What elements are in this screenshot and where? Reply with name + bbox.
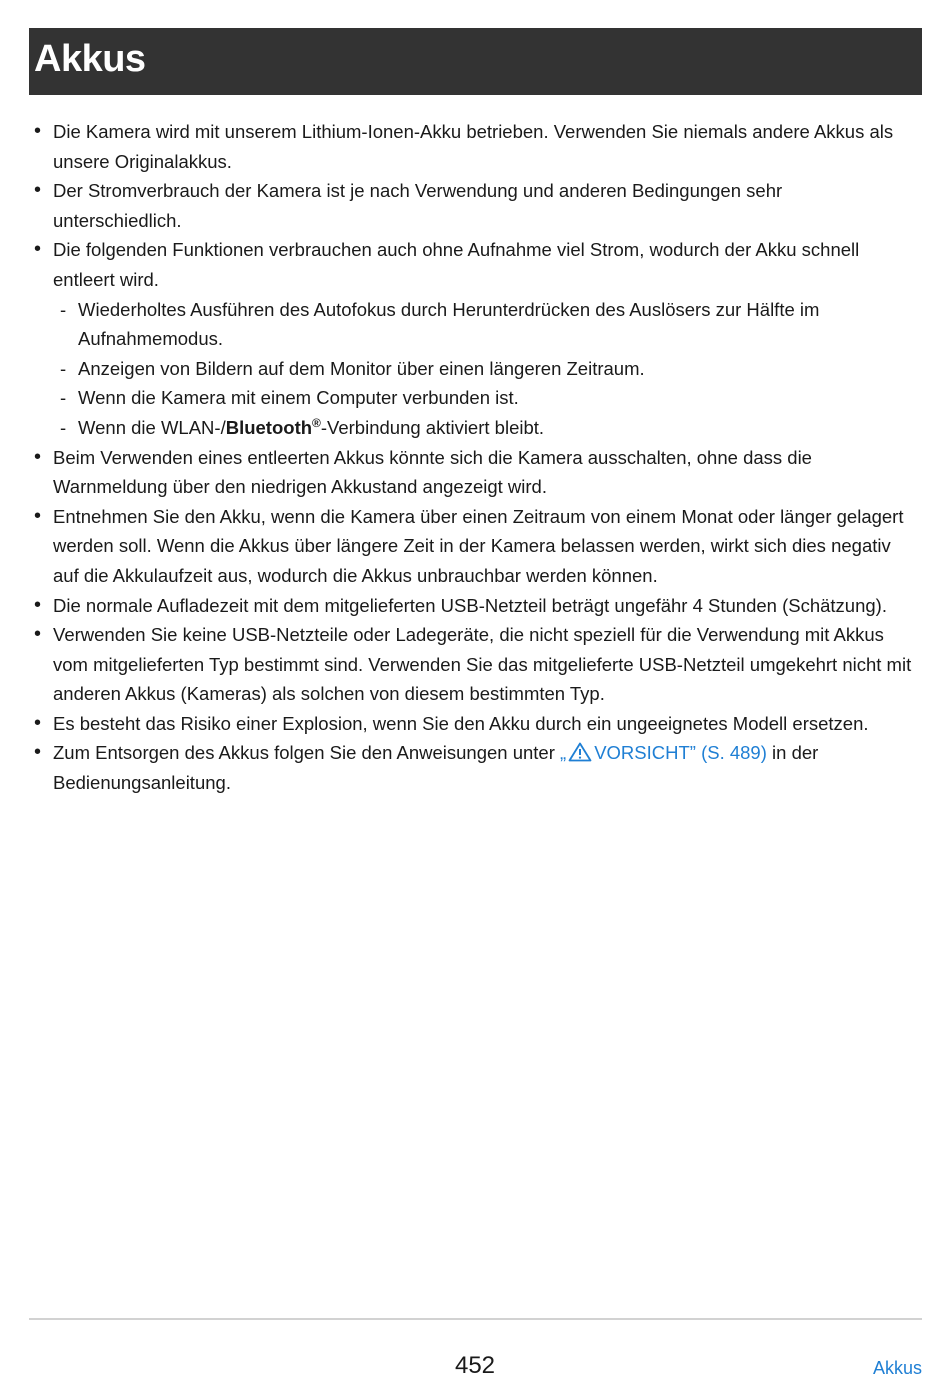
list-item-text: Die Kamera wird mit unserem Lithium-Ionen-Akku betrieben. Verwenden Sie niemals andere Akkus als unsere Originalakkus.: [53, 121, 894, 172]
dash-icon: -: [60, 416, 67, 438]
bullet-icon: •: [34, 711, 42, 734]
bullet-icon: •: [34, 593, 42, 616]
caution-link-text: VORSICHT” (S. 489): [594, 742, 767, 764]
registered-mark: ®: [312, 415, 321, 430]
list-item-text: Die normale Aufladezeit mit dem mitgelieferten USB-Netzteil beträgt ungefähr 4 Stunden (Schätzung).: [53, 594, 887, 616]
bullet-icon: •: [34, 741, 42, 764]
sub-list-item-text: Anzeigen von Bildern auf dem Monitor über einen längeren Zeitraum.: [78, 357, 645, 379]
dash-icon: -: [60, 357, 67, 379]
footer-divider: [29, 1318, 922, 1320]
list-item-text: Beim Verwenden eines entleerten Akkus könnte sich die Kamera ausschalten, ohne dass die Warnmeldung über den niedrigen Akkustand angezeigt wird.: [53, 446, 812, 498]
list-item: [34, 709, 914, 739]
sub-list-item: [34, 295, 914, 354]
sub-list-item: [34, 354, 914, 384]
footer-section-link[interactable]: Akkus: [872, 1358, 922, 1378]
sub-list-item: [34, 383, 914, 413]
dash-icon: -: [60, 387, 67, 409]
caution-link-quote: „: [560, 742, 567, 764]
bullet-icon: •: [34, 623, 42, 646]
caution-link[interactable]: [560, 742, 767, 763]
bluetooth-text: Bluetooth: [225, 416, 313, 438]
sub-list-item-text: [78, 417, 544, 438]
bullet-icon: •: [34, 445, 42, 468]
bullet-icon: •: [34, 179, 42, 202]
sub-list-item: [34, 413, 914, 443]
page-title: Akkus: [34, 38, 146, 80]
page-title-bar: [29, 28, 922, 95]
list-item-text: Die folgenden Funktionen verbrauchen auch ohne Aufnahme viel Strom, wodurch der Akku schnell entleert wird.: [53, 239, 860, 290]
manual-text: in der Bedienungsanleitung.: [53, 742, 819, 794]
sub-list-item-text: Wiederholtes Ausführen des Autofokus durch Herunterdrücken des Auslösers zur Hälfte im Aufnahmemodus.: [78, 298, 820, 350]
list-item: [34, 502, 914, 591]
list-item: [34, 117, 914, 176]
dash-icon: -: [60, 298, 67, 320]
list-item-text: Verwenden Sie keine USB-Netzteile oder Ladegeräte, die nicht speziell für die Verwendung mit Akkus vom mitgelieferten Typ bestimmt sind. Verwenden Sie das mitgelieferte USB-Netzteil umgekehrt nicht mit anderen Akkus (Kameras) als solchen von diesem bestimmten Typ.: [53, 624, 912, 705]
sub-list-item-text: Wenn die Kamera mit einem Computer verbunden ist.: [78, 387, 519, 409]
list-item: [34, 443, 914, 502]
connection-text: -Verbindung aktiviert bleibt.: [320, 416, 545, 438]
list-item: [34, 176, 914, 235]
warning-triangle-icon: [568, 742, 592, 762]
list-item: [34, 591, 914, 621]
list-item: [34, 620, 914, 709]
bullet-icon: •: [34, 238, 42, 261]
list-item-text: [53, 742, 818, 793]
disposal-text: Zum Entsorgen des Akkus folgen Sie den Anweisungen unter: [53, 742, 561, 764]
bullet-icon: •: [34, 120, 42, 142]
wlan-text: Wenn die WLAN-/: [78, 416, 226, 438]
list-item-text: Der Stromverbrauch der Kamera ist je nach Verwendung und anderen Bedingungen sehr unterschiedlich.: [53, 180, 783, 231]
page-number: 452: [454, 1352, 496, 1379]
list-item: [34, 738, 914, 797]
content-list: [34, 117, 914, 798]
bullet-icon: •: [34, 504, 42, 527]
list-item: [34, 235, 914, 294]
list-item-text: Es besteht das Risiko einer Explosion, wenn Sie den Akku durch ein ungeeignetes Modell ersetzen.: [53, 712, 869, 734]
list-item-text: Entnehmen Sie den Akku, wenn die Kamera über einen Zeitraum von einem Monat oder länger gelagert werden soll. Wenn die Akkus über längere Zeit in der Kamera belassen werden, wirkt sich dies negativ auf die Akkulaufzeit aus, wodurch die Akkus unbrauchbar werden können.: [53, 505, 904, 586]
